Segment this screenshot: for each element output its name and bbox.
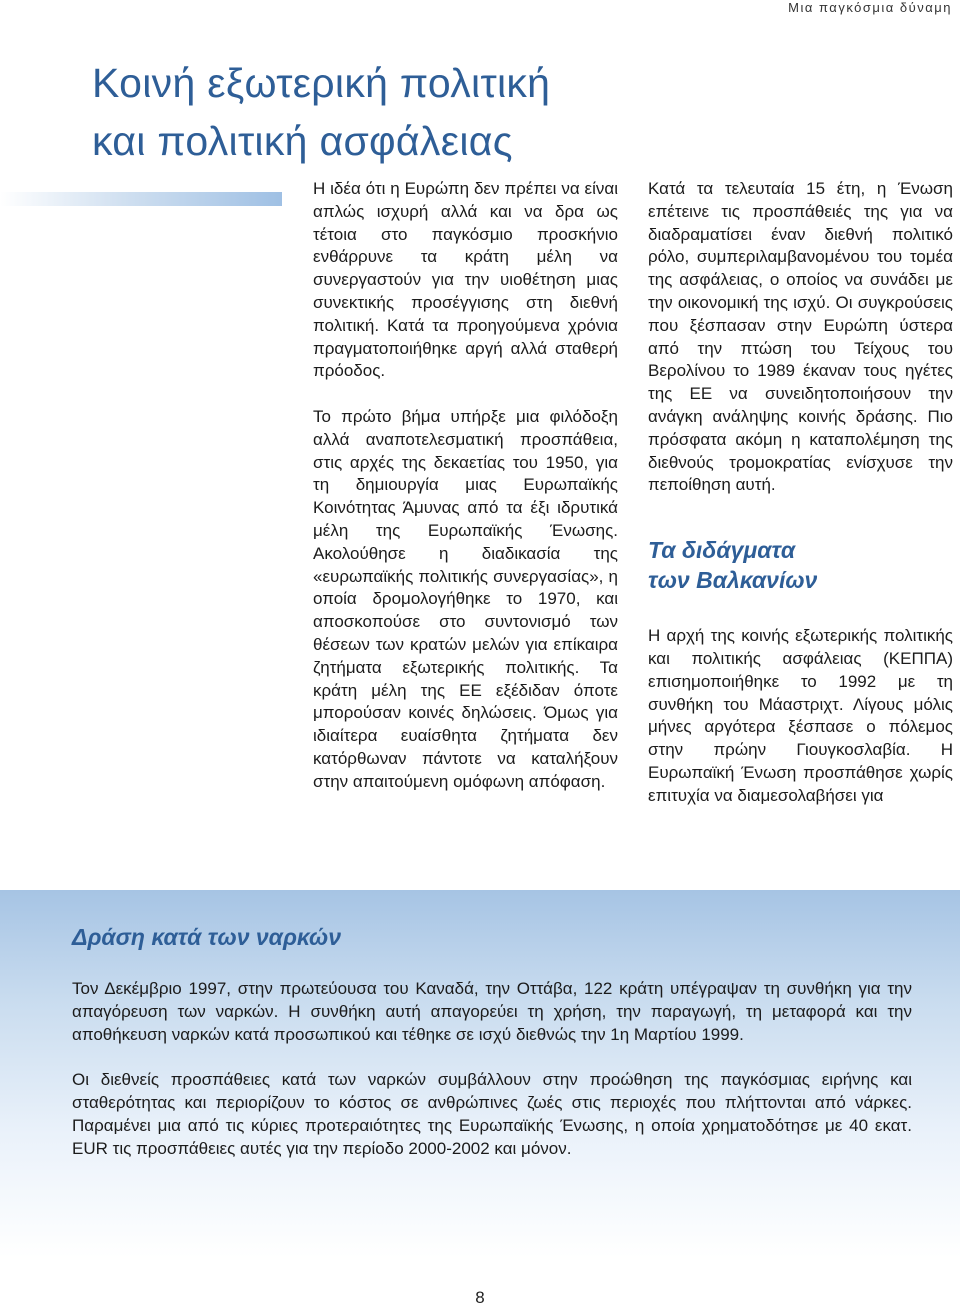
decorative-gradient-rule [0,192,282,206]
page-title [92,54,550,170]
landmines-paragraph-treaty: Τον Δεκέμβριο 1997, στην πρωτεύουσα του Καναδά, την Οττάβα, 122 κράτη υπέγραψαν τη συνθήκη για την απαγόρευση των ναρκών. Η συνθήκη αυτή απαγορεύει τη χρήση, την παραγωγή, τη μεταφορά και την αποθήκευση ναρκών κατά προσωπικού και τέθηκε σε ισχύ διεθνώς την 1η Μαρτίου 1999. [72,979,912,1044]
landmines-box-title: Δράση κατά των ναρκών [72,924,341,950]
left-text-column [313,178,618,794]
section-title-line-1: Τα διδάγματα [648,537,796,564]
section-title-line-2: των Βαλκανίων [648,567,818,594]
paragraph-last-15-years: Κατά τα τελευταία 15 έτη, η Ένωση επέτεινε τις προσπάθειές της για να διαδραματίσει έναν διεθνή πολιτικό ρόλο, συμπεριλαμβανομένου του τομέα της ασφάλειας, ο οποίος να συνάδει με την οικονομική της ισχύ. Οι συγκρούσεις που ξέσπασαν στην Ευρώπη ύστερα από την πτώση του Τείχους του Βερολίνου το 1989 έκαναν τους ηγέτες της ΕΕ να συνειδητοποιήσουν την ανάγκη ανάληψης κοινής δράσης. Πιο πρόσφατα ακόμη η καταπολέμηση της διεθνούς τρομοκρατίας ενίσχυσε την πεποίθηση αυτή. [648,179,953,495]
page-number: 8 [475,1288,485,1307]
right-text-column [648,178,953,808]
landmines-box-body [72,978,912,1160]
paragraph-intro: Η ιδέα ότι η Ευρώπη δεν πρέπει να είναι απλώς ισχυρή αλλά και να δρα ως τέτοια στο παγκόσμιο προσκήνιο ενθάρρυνε τα κράτη μέλη να συνεργαστούν για την υιοθέτηση μιας συνεκτικής προσέγγισης στη διεθνή πολιτική. Κατά τα προηγούμενα χρόνια πραγματοποιήθηκε αργή αλλά σταθερή πρόοδος. [313,179,618,381]
page-title-line-1: Κοινή εξωτερική πολιτική [92,60,551,106]
landmines-paragraph-efforts: Οι διεθνείς προσπάθειες κατά των ναρκών συμβάλλουν στην προώθηση της παγκόσμιας ειρήνης και σταθερότητας και περιορίζουν το κόστος σε ανθρώπινες ζωές στις περιοχές που πλήττονται από νάρκες. Παραμένει μια από τις κύριες προτεραιότητες της Ευρωπαϊκής Ένωσης, η οποία χρηματοδότησε με 40 εκατ. EUR τις προσπάθειες αυτές για την περίοδο 2000-2002 και μόνον. [72,1070,912,1158]
page-title-line-2: και πολιτική ασφάλειας [92,118,513,164]
running-head: Μια παγκόσμια δύναμη [788,0,952,15]
section-title-balkans [648,535,953,595]
paragraph-cfsp: Η αρχή της κοινής εξωτερικής πολιτικής και πολιτικής ασφάλειας (ΚΕΠΠΑ) επισημοποιήθηκε το 1992 με τη συνθήκη του Μάαστριχτ. Λίγους μόλις μήνες αργότερα ξέσπασε ο πόλεμος στην πρώην Γιουγκοσλαβία. Η Ευρωπαϊκή Ένωση προσπάθησε χωρίς επιτυχία να διαμεσολαβήσει για [648,626,953,805]
paragraph-first-step: Το πρώτο βήμα υπήρξε μια φιλόδοξη αλλά αναποτελεσματική προσπάθεια, στις αρχές της δεκαετίας του 1950, για τη δημιουργία μιας Ευρωπαϊκής Κοινότητας Άμυνας από τα έξι ιδρυτικά μέλη της Ευρωπαϊκής Ένωσης. Ακολούθησε η διαδικασία της «ευρωπαϊκής πολιτικής συνεργασίας», η οποία δρομολογήθηκε το 1970, και αποσκοπούσε στο συντονισμό των θέσεων των κρατών μελών για επίκαιρα ζητήματα εξωτερικής πολιτικής. Τα κράτη μέλη της ΕΕ εξέδιδαν όποτε μπορούσαν κοινές δηλώσεις. Όμως για ιδιαίτερα ευαίσθητα ζητήματα δεν κατόρθωναν πάντοτε να καταλήξουν στην απαιτούμενη ομόφωνη απόφαση. [313,406,618,791]
